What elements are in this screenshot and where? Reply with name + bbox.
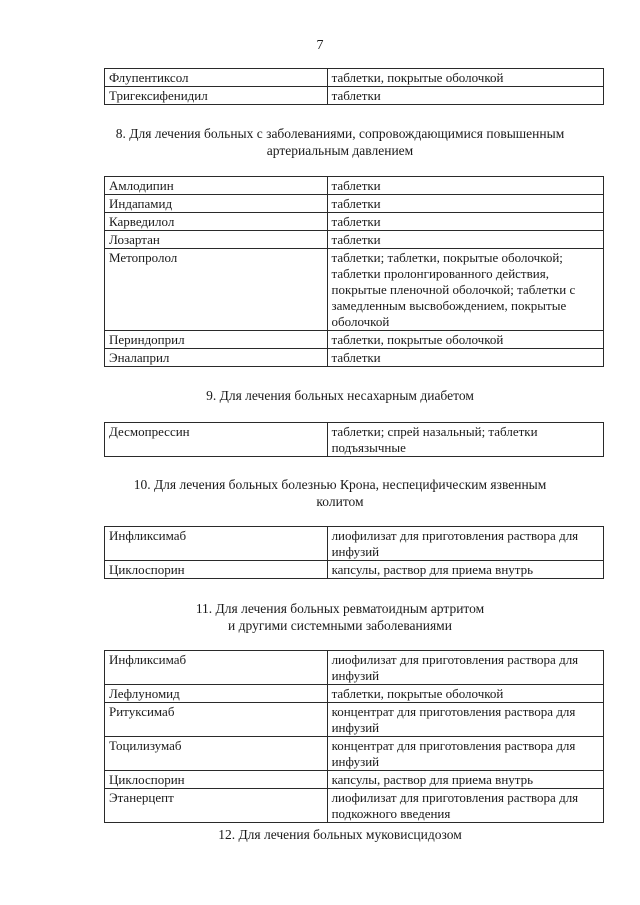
heading-line: 12. Для лечения больных муковисцидозом (218, 827, 462, 842)
heading-line: 9. Для лечения больных несахарным диабетом (206, 388, 474, 403)
drug-table-rheumatoid (104, 650, 604, 823)
drug-name: Метопролол (105, 249, 328, 331)
drug-name: Тоцилизумаб (105, 737, 328, 771)
drug-name: Индапамид (105, 195, 328, 213)
drug-name: Инфликсимаб (105, 651, 328, 685)
dosage-form: концентрат для приготовления раствора для инфузий (327, 737, 603, 771)
dosage-form: концентрат для приготовления раствора для инфузий (327, 703, 603, 737)
section-heading-8 (60, 125, 620, 159)
dosage-form: таблетки (327, 213, 603, 231)
table-row (105, 527, 604, 561)
table-row (105, 87, 604, 105)
heading-line: 11. Для лечения больных ревматоидным артритом (195, 601, 485, 616)
dosage-form: таблетки, покрытые оболочкой (327, 331, 603, 349)
table-row (105, 177, 604, 195)
drug-name: Тригексифенидил (105, 87, 328, 105)
table-row (105, 69, 604, 87)
table-row (105, 561, 604, 579)
heading-line: и другими системными заболеваниями (228, 618, 452, 633)
table-row (105, 771, 604, 789)
drug-name: Лефлуномид (105, 685, 328, 703)
drug-name: Карведилол (105, 213, 328, 231)
drug-name: Амлодипин (105, 177, 328, 195)
section-heading-11 (60, 600, 620, 634)
drug-table-diabetes-insipidus (104, 422, 604, 457)
table-row (105, 249, 604, 331)
table-row (105, 331, 604, 349)
drug-table-hypertension (104, 176, 604, 367)
dosage-form: таблетки (327, 195, 603, 213)
dosage-form: таблетки (327, 349, 603, 367)
drug-name: Циклоспорин (105, 561, 328, 579)
table-row (105, 685, 604, 703)
table-row (105, 423, 604, 457)
dosage-form: лиофилизат для приготовления раствора для инфузий (327, 651, 603, 685)
dosage-form: таблетки; спрей назальный; таблетки подъязычные (327, 423, 603, 457)
dosage-form: таблетки (327, 177, 603, 195)
section-heading-9 (60, 387, 620, 404)
drug-name: Инфликсимаб (105, 527, 328, 561)
dosage-form: лиофилизат для приготовления раствора для инфузий (327, 527, 603, 561)
page-number: 7 (316, 38, 324, 53)
dosage-form: лиофилизат для приготовления раствора для подкожного введения (327, 789, 603, 823)
drug-name: Периндоприл (105, 331, 328, 349)
drug-name: Десмопрессин (105, 423, 328, 457)
drug-name: Ритуксимаб (105, 703, 328, 737)
table-row (105, 349, 604, 367)
dosage-form: капсулы, раствор для приема внутрь (327, 771, 603, 789)
drug-name: Этанерцепт (105, 789, 328, 823)
section-heading-10 (60, 476, 620, 510)
drug-table-crohn (104, 526, 604, 579)
table-row (105, 231, 604, 249)
table-row (105, 651, 604, 685)
table-row (105, 703, 604, 737)
section-heading-12 (60, 826, 620, 843)
dosage-form: таблетки (327, 231, 603, 249)
dosage-form: таблетки, покрытые оболочкой (327, 685, 603, 703)
table-row (105, 789, 604, 823)
heading-line: артериальным давлением (266, 143, 414, 158)
table-row (105, 195, 604, 213)
drug-name: Циклоспорин (105, 771, 328, 789)
table-row (105, 213, 604, 231)
dosage-form: таблетки, покрытые оболочкой (327, 69, 603, 87)
heading-line: 8. Для лечения больных с заболеваниями, сопровождающимися повышенным (115, 126, 565, 141)
drug-name: Эналаприл (105, 349, 328, 367)
drug-name: Лозартан (105, 231, 328, 249)
drug-name: Флупентиксол (105, 69, 328, 87)
dosage-form: таблетки; таблетки, покрытые оболочкой; таблетки пролонгированного действия, покрытые пленочной оболочкой; таблетки с замедленным высвобождением, покрытые оболочкой (327, 249, 603, 331)
dosage-form: капсулы, раствор для приема внутрь (327, 561, 603, 579)
table-row (105, 737, 604, 771)
heading-line: колитом (316, 494, 364, 509)
dosage-form: таблетки (327, 87, 603, 105)
heading-line: 10. Для лечения больных болезнью Крона, неспецифическим язвенным (133, 477, 547, 492)
drug-table-continued (104, 68, 604, 105)
